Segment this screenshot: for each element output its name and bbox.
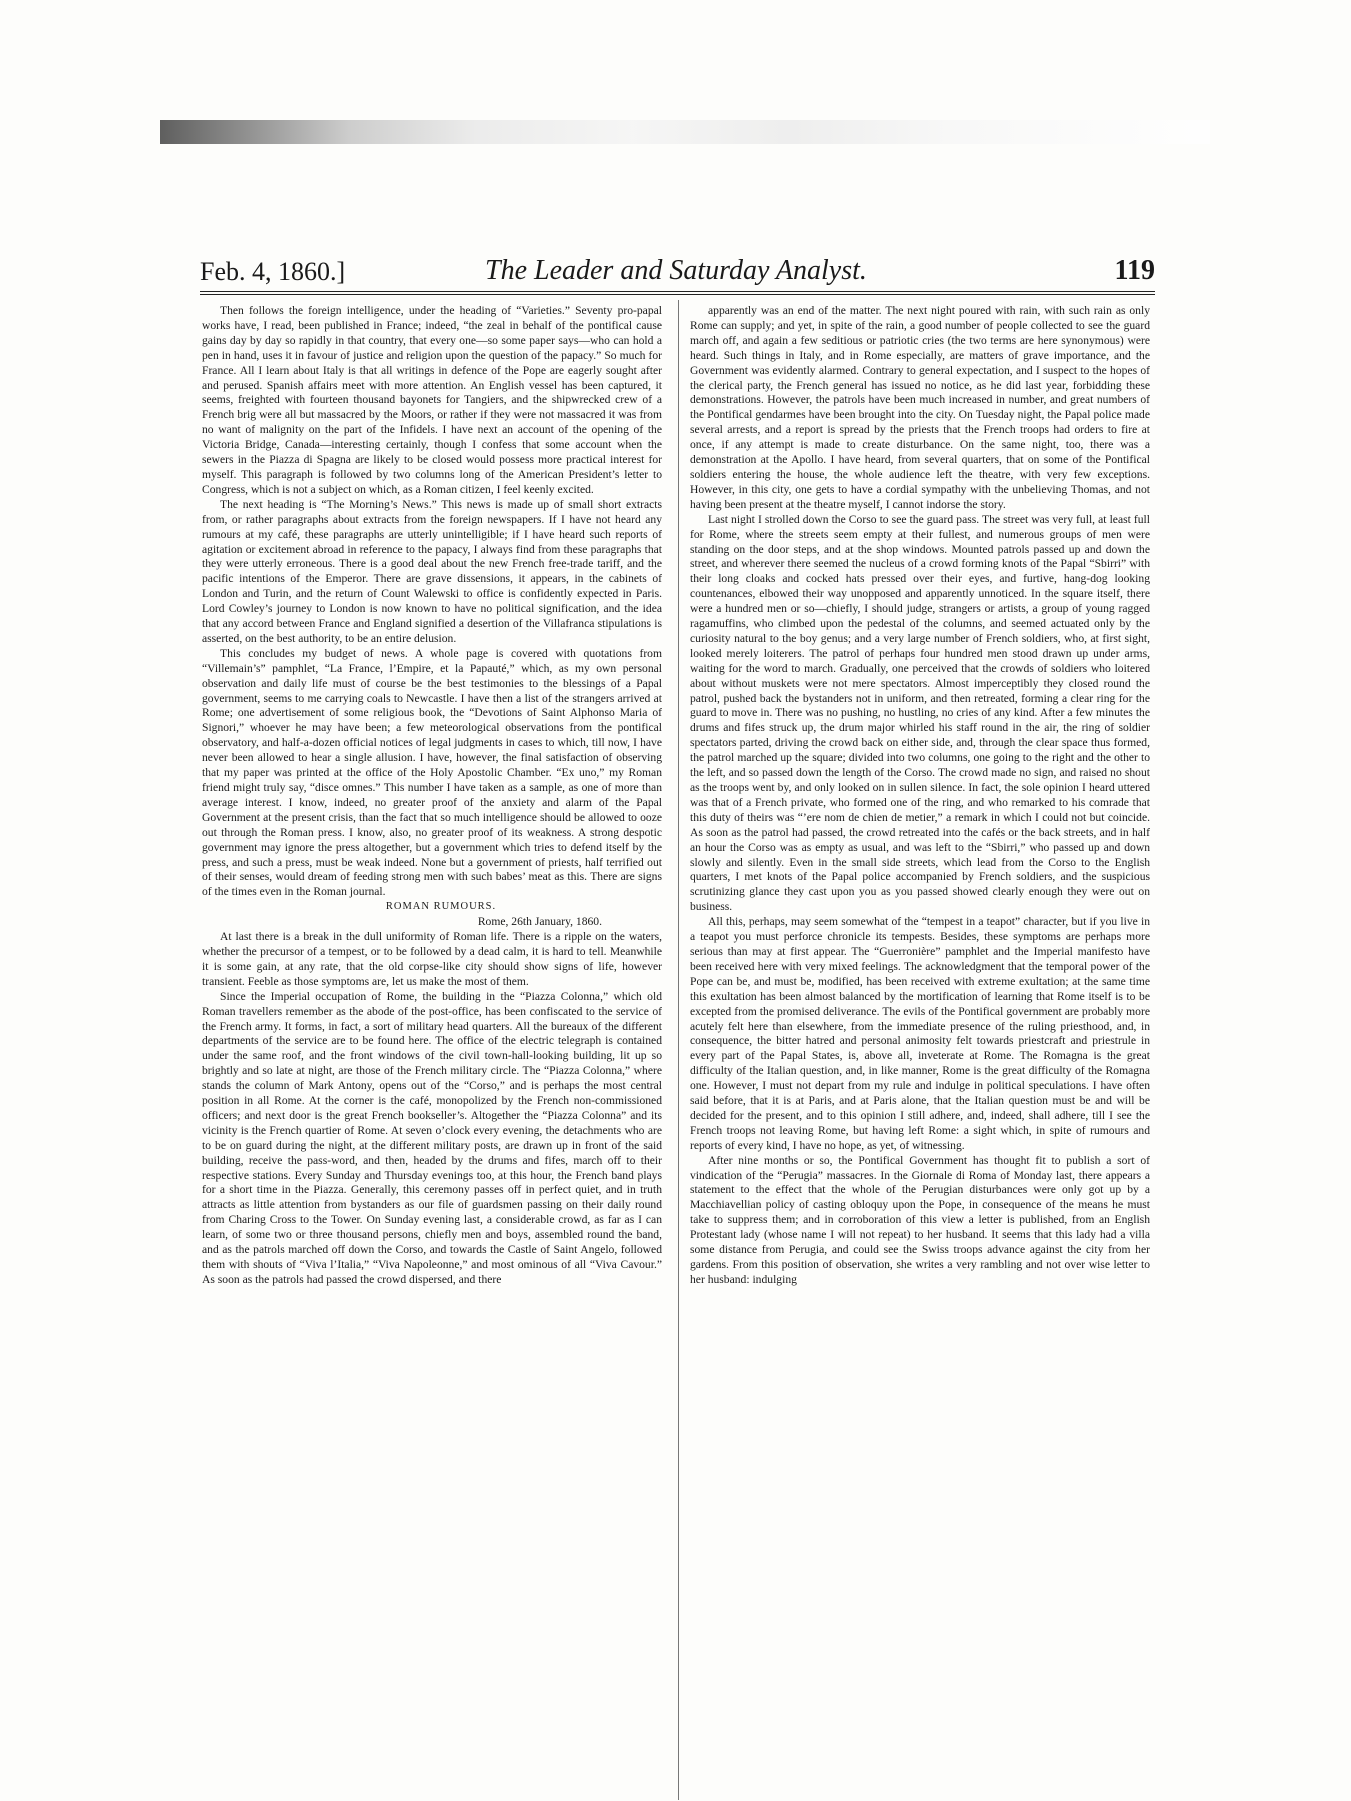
issue-date: Feb. 4, 1860.] (200, 257, 346, 286)
section-heading: ROMAN RUMOURS. (385, 901, 497, 913)
paragraph: After nine months or so, the Pontifical Government has thought fit to publish a sort of vindication of the “Perugia” massacres. In the Giornale di Roma of Monday last, there appears a statement to the effect that the whole of the Perugian disturbances were only got up by a Macchiavellian policy of casting obloquy upon the Pope, in consequence of the means he must take to suppress them; and in corroboration of this view a letter is published, from an English Protestant lady (whose name I will not repeat) to her husband. It seems that this lady had a villa some distance from Perugia, and could see the Swiss troops advance against the city from her gardens. From this position of observation, she writes a very rambling and not over wise letter to her husband: indulging (690, 1153, 1150, 1286)
paragraph: This concludes my budget of news. A whole page is covered with quotations from “Villemain’s” pamphlet, “La France, l’Empire, et la Papauté,” which, as my own personal observation and daily life must of course be the best testimonies to the blessings of a Papal government, seems to me carrying coals to Newcastle. I have then a list of the strangers arrived at Rome; one advertisement of some religious book, the “Devotions of Saint Alphonso Maria of Signori,” whoever he may have been; a few meteorological observations from the pontifical observatory, and half-a-dozen official notices of legal judgments in cases to which, till now, I have never been allowed to hear a single allusion. I have, however, the final satisfaction of observing that my paper was printed at the office of the Holy Apostolic Chamber. “Ex uno,” my Roman friend might truly say, “disce omnes.” This number I have taken as a sample, as one of more than average interest. I know, indeed, no greater proof of the anxiety and alarm of the Papal Government at the present crisis, than the fact that so much intelligence should be allowed to ooze out through the Roman press. I know, also, no greater proof of its weakness. A strong despotic government may ignore the press altogether, but a government which tries to defend itself by the press, and such a press, must be weak indeed. None but a government of priests, half terrified out of their senses, would dream of feeding strong men with such babes’ meat as this. There are signs of the times even in the Roman journal. (202, 646, 662, 899)
column-divider (678, 300, 679, 1800)
masthead-rule (200, 291, 1155, 295)
left-column (202, 304, 662, 1288)
right-column (690, 304, 1150, 1288)
publication-title: The Leader and Saturday Analyst. (485, 255, 867, 286)
paragraph: All this, perhaps, may seem somewhat of the “tempest in a teapot” character, but if you live in a teapot you must perforce chronicle its tempests. Besides, these symptoms are perhaps more serious than may at first appear. The “Guerronière” pamphlet and the Imperial manifesto have been received here with very mixed feelings. The acknowledgment that the temporal power of the Pope can be, and must be, modified, has been received with extreme exultation; at the same time this exultation has been almost balanced by the mortification of learning that Rome itself is to be excepted from the promised deliverance. The evils of the Pontifical government are probably more acutely felt here than elsewhere, from the immediate presence of the ruling priesthood, and, in consequence, the bitter hatred and personal animosity felt towards priestcraft and priestrule in every part of the Papal States, is, above all, inveterate at Rome. The Romagna is the great difficulty of the Italian question, and, in like manner, Rome is the great difficulty of the Romagna one. However, I must not depart from my rule and indulge in political speculations. I have often said before, that it is at Paris, and at Paris alone, that the Italian question must be and will be decided for the present, and to this opinion I still adhere, and, indeed, shall adhere, till I see the French troops not leaving Rome, but having left Rome: a sight which, in spite of rumours and reports of every kind, I have no hope, as yet, of witnessing. (690, 915, 1150, 1152)
paragraph: apparently was an end of the matter. The next night poured with rain, with such rain as only Rome can supply; and yet, in spite of the rain, a good number of people collected to see the guard march off, and again a few seditious or patriotic cries (the two terms are here synonymous) were heard. Such things in Italy, and in Rome especially, are matters of grave importance, and the Government was evidently alarmed. Contrary to general expectation, and I suspect to the hopes of the clerical party, the French general has issued no notice, as he did last year, forbidding these demonstrations. However, the patrols have been much increased in number, and great numbers of the Pontifical gendarmes have been brought into the city. On Tuesday night, the Papal police made several arrests, and a report is spread by the priests that the French troops had orders to fire at once, if any attempt is made to create disturbance. On the same night, too, there was a demonstration at the Apollo. I have heard, from several quarters, that on some of the Pontifical soldiers entering the house, the whole audience left the theatre, with very few exceptions. However, in this city, one gets to have a cordial sympathy with the unbelieving Thomas, and not having been present at the theatre myself, I cannot indorse the story. (690, 304, 1150, 511)
dateline: Rome, 26th January, 1860. (477, 915, 602, 929)
masthead (200, 253, 1155, 293)
paragraph: Since the Imperial occupation of Rome, the building in the “Piazza Colonna,” which old Roman travellers remember as the abode of the post-office, has been confiscated to the service of the French army. It forms, in fact, a sort of military head quarters. All the bureaux of the different departments of the service are to be found here. The office of the electric telegraph is contained under the same roof, and the front windows of the civil town-hall-looking building, lit up so brightly and so late at night, are those of the French military circle. The “Piazza Colonna,” where stands the column of Mark Antony, opens out of the “Corso,” and is perhaps the most central position in all Rome. At the corner is the café, monopolized by the French non-commissioned officers; and next door is the great French bookseller’s. Altogether the “Piazza Colonna” and its vicinity is the French quartier of Rome. At seven o’clock every evening, the detachments who are to be on guard during the night, at the different military posts, are drawn up in front of the said building, receive the pass-word, and then, headed by the drums and fifes, march off to their respective stations. Every Sunday and Thursday evenings too, at this hour, the French band plays for a short time in the Piazza. Generally, this ceremony passes off in perfect quiet, and in truth attracts as little attention from bystanders as our file of guardsmen passing on their daily round from Charing Cross to the Tower. On Sunday evening last, a considerable crowd, as far as I can learn, of some two or three thousand persons, chiefly men and boys, assembled round the band, and as the patrols marched off down the Corso, and towards the Castle of Saint Angelo, followed them with shouts of “Viva l’Italia,” “Viva Napoleonne,” and most ominous of all “Viva Cavour.” As soon as the patrols had passed the crowd dispersed, and there (202, 989, 662, 1286)
scan-artifact-band (160, 120, 1210, 144)
paragraph: The next heading is “The Morning’s News.” This news is made up of small short extracts from, or rather paragraphs about extracts from the foreign newspapers. If I have not heard any rumours at my café, these paragraphs are utterly unintelligible; if I have heard such reports of agitation or excitement abroad in reference to the papacy, I always find from these paragraphs that they were utterly erroneous. There is a good deal about the new French free-trade tariff, and the pacific intentions of the Emperor. There are grave dissensions, it appears, in the cabinets of London and Turin, and the return of Count Walewski to office is confidently expected in Paris. Lord Cowley’s journey to London is now known to have no political signification, and the idea that any accord between France and England signified a desertion of the Villafranca stipulations is asserted, on the best authority, to be an entire delusion. (202, 497, 662, 645)
page-number: 119 (1114, 255, 1155, 286)
paragraph: Last night I strolled down the Corso to see the guard pass. The street was very full, at least full for Rome, where the streets seem empty at their fullest, and numerous groups of men were standing on the door steps, and at the shop windows. Mounted patrols passed up and down the street, and wherever there seemed the nucleus of a crowd forming knots of the Papal “Sbirri” with their long cloaks and cocked hats pressed over their eyes, and furtive, hang-dog looking countenances, elbowed their way unopposed and apparently unnoticed. In the square itself, there were a hundred men or so—chiefly, I should judge, strangers or artists, a group of young ragged ragamuffins, who climbed upon the pedestal of the columns, and seemed actuated only by the curiosity natural to the boy genus; and a very large number of French soldiers, who, at first sight, looked merely loiterers. The patrol of perhaps four hundred men stood drawn up under arms, waiting for the word to march. Gradually, one perceived that the crowds of soldiers who loitered about without muskets were not mere spectators. Almost imperceptibly they closed round the patrol, pushed back the bystanders not in uniform, and then retreated, forming a clear ring for the guard to move in. There was no pushing, no hustling, no cries of any kind. After a few minutes the drums and fifes struck up, the drum major whirled his staff round in the air, the ring of soldier spectators parted, driving the crowd back on either side, and, through the clear space thus formed, the patrol marched up the square; divided into two columns, one going to the right and the other to the left, and so passed down the length of the Corso. The crowd made no sign, and raised no shout as the troops went by, and only looked on in sullen silence. In fact, the sole opinion I heard uttered was that of a French private, who formed one of the ring, and who remarked to his comrade that this duty of theirs was “’ere nom de chien de metier,” a remark in which I could not but coincide. As soon as the patrol had passed, the crowd retreated into the cafés or the back streets, and in half an hour the Corso was as empty as usual, and was left to the “Sbirri,” who passed up and down slowly and silently. Even in the small side streets, which lead from the Corso to the English quarters, I met knots of the Papal police accompanied by French soldiers, and the suspicious scrutinizing glance they cast upon you as you passed showed clearly enough they were out on business. (690, 512, 1150, 914)
paragraph: At last there is a break in the dull uniformity of Roman life. There is a ripple on the waters, whether the precursor of a tempest, or to be followed by a dead calm, it is hard to tell. Meanwhile it is some gain, at any rate, that the old corpse-like city should show signs of life, however transient. Feeble as those symptoms are, let us make the most of them. (202, 930, 662, 988)
paragraph: Then follows the foreign intelligence, under the heading of “Varieties.” Seventy pro-papal works have, I read, been published in France; indeed, “the zeal in behalf of the pontifical cause gains day by day so rapidly in that country, that every one—so some paper says—who can hold a pen in hand, uses it in favour of justice and religion upon the question of the papacy.” So much for France. All I learn about Italy is that all writings in defence of the Pope are eagerly sought after and perused. Spanish affairs meet with more attention. An English vessel has been captured, it seems, freighted with fourteen thousand bayonets for Tangiers, and the shipwrecked crew of a French brig were all but massacred by the Moors, or rather if they were not massacred it was from no want of malignity on the part of the Infidels. I have next an account of the opening of the Victoria Bridge, Canada—interesting certainly, though I confess that some account when the sewers in the Piazza di Spagna are likely to be closed would possess more practical interest for myself. This paragraph is followed by two columns long of the American President’s letter to Congress, which is not a subject on which, as a Roman citizen, I feel keenly excited. (202, 304, 662, 496)
